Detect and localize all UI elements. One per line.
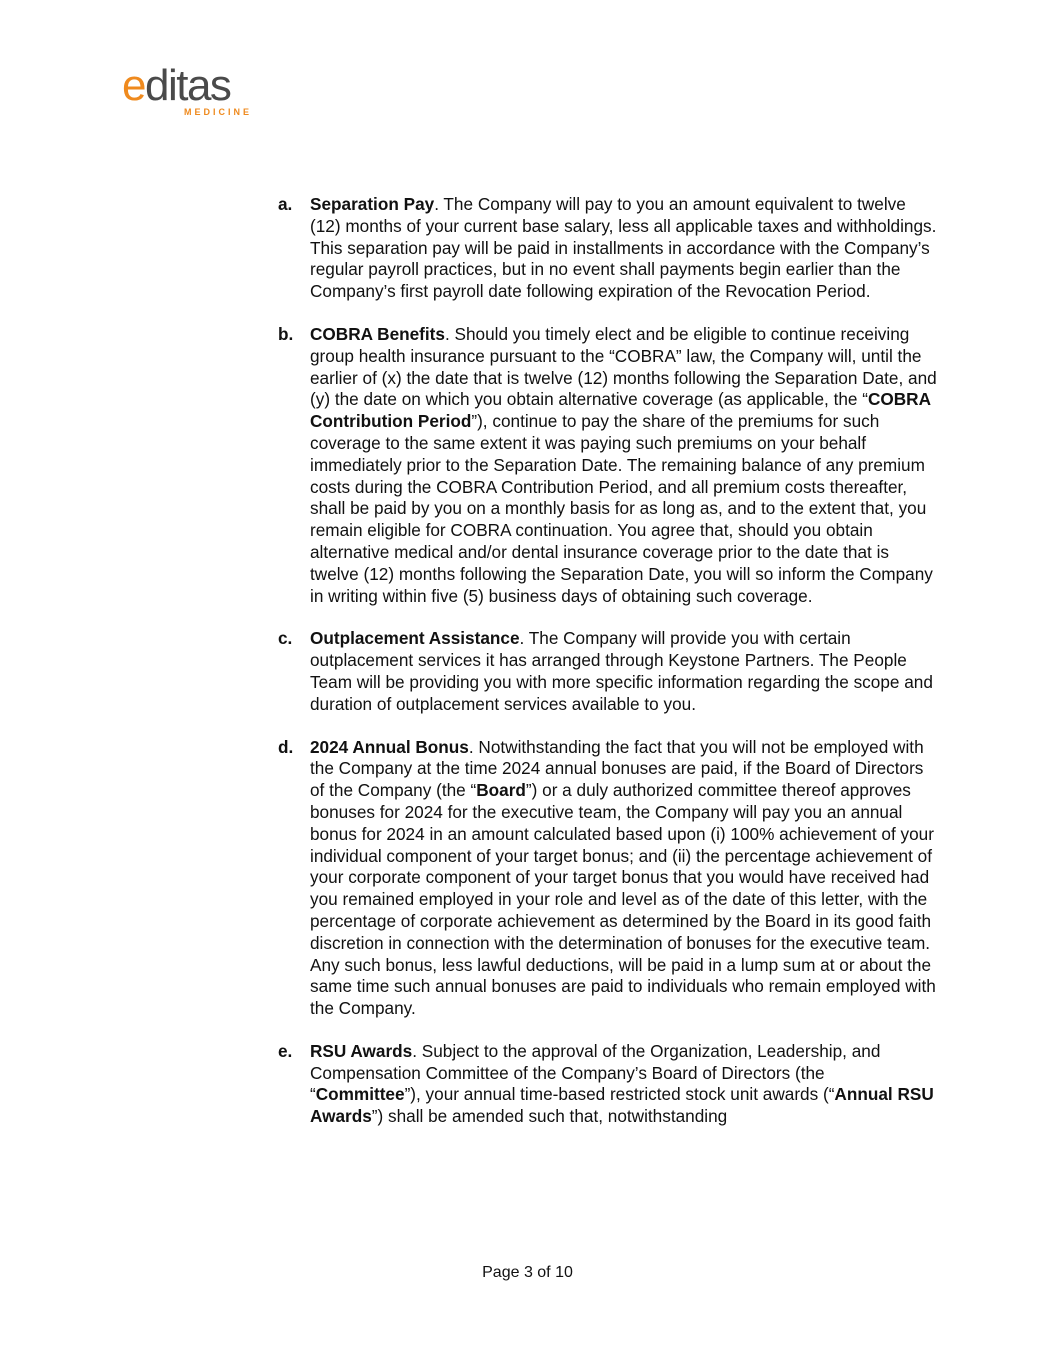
clause-text: ”), your annual time-based restricted stock unit awards (“ <box>404 1084 835 1105</box>
defined-term: Committee <box>315 1084 405 1105</box>
clause-text: . Should you timely elect and be eligible to continue receiving group health insurance pursuant to the “COBRA” law, the Company will, until the earlier of (x) the date that is twelve (12) months following the Separation Date, and (y) the date on which you obtain alternative coverage (as applicable, the “ <box>310 323 937 410</box>
defined-term: Annual RSU Awards <box>310 1084 934 1127</box>
clause-letter: a. <box>278 194 293 214</box>
clause-letter: c. <box>278 628 293 649</box>
clause-letter: b. <box>278 323 294 344</box>
clause-letter: e. <box>278 1040 293 1061</box>
clause-title: RSU Awards <box>310 1040 413 1061</box>
defined-term: COBRA Contribution Period <box>310 389 931 432</box>
logo-wordmark <box>122 61 231 110</box>
clause-title: Separation Pay <box>310 194 435 214</box>
editas-medicine-logo <box>122 61 262 120</box>
clause-letter: d. <box>278 736 294 757</box>
clause-text: ”), continue to pay the share of the premiums for such coverage to the same extent it was paying such premiums on your behalf immediately prior to the Separation Date. The remaining balance of any premium costs during the COBRA Contribution Period, and all premium costs thereafter, shall be paid by you on a monthly basis for as long as, and to the extent that, you remain eligible for COBRA continuation. You agree that, should you obtain alternative medical and/or dental insurance coverage prior to the date that is twelve (12) months following the Separation Date, you will so inform the Company in writing within five (5) business days of obtaining such coverage. <box>310 411 933 606</box>
logo-wordmark-rest: ditas <box>144 61 231 110</box>
clause-title: COBRA Benefits <box>310 323 445 344</box>
clause-text: . Notwithstanding the fact that you will not be employed with the Company at the time 2024 annual bonuses are paid, if the Board of Directors of the Company (the “ <box>310 736 924 801</box>
clause-rsu-awards <box>278 1041 938 1128</box>
document-body <box>278 194 938 1149</box>
clause-text: . The Company will pay to you an amount equivalent to twelve (12) months of your current base salary, less all applicable taxes and withholdings. This separation pay will be paid in installments in accordance with the Company’s regular payroll practices, but in no event shall payments begin earlier than the Company’s first payroll date following expiration of the Revocation Period. <box>310 194 937 302</box>
page-number: Page 3 of 10 <box>482 1264 573 1281</box>
clause-text: . The Company will provide you with certain outplacement services it has arranged through Keystone Partners. The People Team will be providing you with more specific information regarding the scope and duration of outplacement services available to you. <box>310 628 933 714</box>
logo-subtitle: MEDICINE <box>184 107 253 117</box>
clause-text: ”) or a duly authorized committee thereof approves bonuses for 2024 for the executive team, the Company will pay you an annual bonus for 2024 in an amount calculated based upon (i) 100% achievement of your individual component of your target bonus; and (ii) the percentage achievement of your corporate component of your target bonus that you would have received had you remained employed in your role and level as of the date of this letter, with the percentage of corporate achievement as determined by the Board in its good faith discretion in connection with the determination of bonuses for the executive team. Any such bonus, less lawful deductions, will be paid in a lump sum at or about the same time such annual bonuses are paid to individuals who remain employed with the Company. <box>310 780 936 1019</box>
clause-title: Outplacement Assistance <box>310 628 520 649</box>
clause-text: ”) shall be amended such that, notwithstanding <box>371 1106 728 1127</box>
clause-annual-bonus <box>278 737 938 1020</box>
clause-separation-pay <box>278 194 938 303</box>
defined-term: Board <box>476 780 526 801</box>
clause-title: 2024 Annual Bonus <box>310 736 469 757</box>
logo-wordmark-first-letter: e <box>122 61 145 110</box>
clause-text: . Subject to the approval of the Organization, Leadership, and Compensation Committee of the Company’s Board of Directors (the “ <box>310 1040 881 1105</box>
clause-outplacement-assistance <box>278 628 938 715</box>
clause-cobra-benefits <box>278 324 938 607</box>
